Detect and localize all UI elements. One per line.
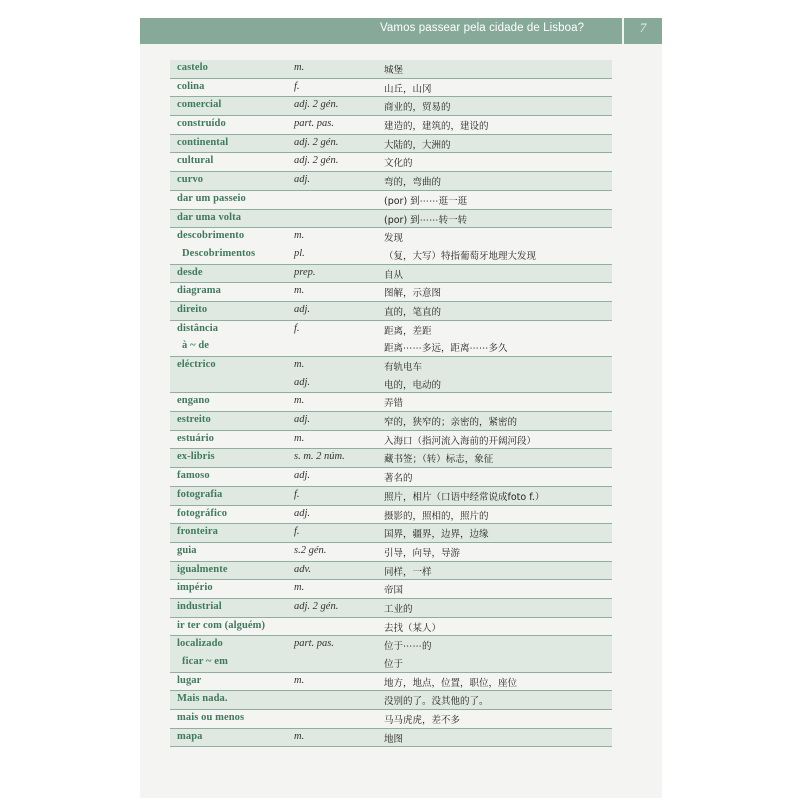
vocab-meaning: 建造的，建筑的，建设的 <box>384 121 489 133</box>
vocab-meaning: 窄的，狭窄的；亲密的，紧密的 <box>384 417 518 429</box>
vocab-word: curvo <box>177 174 204 186</box>
vocab-line <box>170 79 612 97</box>
vocab-line <box>170 60 612 78</box>
grammar-label: m. <box>294 674 305 686</box>
chapter-title: Vamos passear pela cidade de Lisboa? <box>380 22 585 34</box>
vocab-word: colina <box>177 80 205 92</box>
grammar-label: prep. <box>294 266 316 278</box>
vocab-word: dar um passeio <box>177 192 246 204</box>
grammar-label: f. <box>294 322 300 334</box>
grammar-label: f. <box>294 526 300 538</box>
grammar-label: pl. <box>294 247 305 259</box>
grammar-label: m. <box>294 395 305 407</box>
vocab-line <box>170 210 612 228</box>
vocab-meaning: 距离，差距 <box>384 325 432 337</box>
vocab-line <box>170 135 612 153</box>
vocab-line <box>170 673 612 691</box>
vocab-meaning: 直的，笔直的 <box>384 306 442 318</box>
vocab-meaning: 城堡 <box>384 65 404 76</box>
vocab-line <box>170 729 612 747</box>
vocab-row <box>170 618 612 637</box>
grammar-label: s. m. 2 núm. <box>294 451 345 463</box>
vocab-meaning: 著名的 <box>384 473 413 485</box>
vocab-line <box>170 321 612 339</box>
vocab-row <box>170 265 612 284</box>
vocab-word: castelo <box>177 62 209 73</box>
vocab-meaning: 入海口（指河流入海前的开阔河段） <box>384 435 537 447</box>
grammar-label: s.2 gén. <box>294 544 327 556</box>
grammar-label: adj. <box>294 414 311 426</box>
vocab-line <box>170 654 612 672</box>
vocab-line <box>170 618 612 636</box>
vocab-row <box>170 357 612 393</box>
grammar-label: adj. <box>294 470 311 482</box>
vocab-word: estuário <box>177 432 214 444</box>
grammar-label: m. <box>294 582 305 594</box>
vocab-line <box>170 97 612 115</box>
vocab-line <box>170 265 612 283</box>
vocab-word: império <box>177 582 213 594</box>
vocab-line <box>170 283 612 301</box>
vocab-meaning: 距离⋯⋯多远，距离⋯⋯多久 <box>384 343 508 355</box>
vocab-row <box>170 691 612 710</box>
vocab-row <box>170 283 612 302</box>
vocab-row <box>170 673 612 692</box>
vocab-word: guia <box>177 544 197 556</box>
vocab-word: à ~ de <box>182 340 210 352</box>
vocab-meaning: 图解，示意图 <box>384 288 442 300</box>
vocab-row <box>170 543 612 562</box>
vocab-word: comercial <box>177 99 222 111</box>
vocab-word: descobrimento <box>177 230 245 242</box>
vocab-meaning: （复，大写）特指葡萄牙地理大发现 <box>384 250 537 262</box>
grammar-label: adj. 2 gén. <box>294 600 339 612</box>
vocab-row <box>170 524 612 543</box>
vocab-meaning: 弯的，弯曲的 <box>384 177 442 189</box>
vocab-row <box>170 487 612 506</box>
vocab-word: engano <box>177 395 210 407</box>
vocab-meaning: 同样，一样 <box>384 566 432 578</box>
vocab-row <box>170 599 612 618</box>
grammar-label: adv. <box>294 563 312 575</box>
vocab-row <box>170 562 612 581</box>
vocab-word: lugar <box>177 674 202 686</box>
grammar-label: m. <box>294 359 305 370</box>
vocab-row <box>170 636 612 672</box>
vocab-word: fotográfico <box>177 507 228 519</box>
grammar-label: m. <box>294 62 305 73</box>
vocab-word: estreito <box>177 414 211 426</box>
vocab-line <box>170 487 612 505</box>
vocab-word: distância <box>177 322 219 334</box>
vocab-meaning: 帝国 <box>384 585 404 597</box>
vocab-word: ir ter com (alguém) <box>177 619 266 631</box>
vocab-line <box>170 431 612 449</box>
vocab-meaning: 文化的 <box>384 158 413 170</box>
vocab-line <box>170 524 612 542</box>
vocab-meaning: (por) 到⋯⋯逛一逛 <box>384 195 468 207</box>
vocab-meaning: 地方，地点，位置，职位，座位 <box>384 677 518 689</box>
vocab-word: fotografia <box>177 488 223 500</box>
vocab-line <box>170 468 612 486</box>
vocab-line <box>170 246 612 264</box>
vocab-word: continental <box>177 136 229 148</box>
vocab-meaning: 马马虎虎，差不多 <box>384 715 461 727</box>
vocab-row <box>170 60 612 79</box>
vocab-meaning: 照片，相片（口语中经常说成foto f.） <box>384 491 545 503</box>
vocab-row <box>170 449 612 468</box>
vocab-meaning: 摄影的，照相的，照片的 <box>384 510 489 522</box>
vocab-word: mapa <box>177 730 203 742</box>
vocab-meaning: (por) 到⋯⋯转一转 <box>384 214 468 226</box>
grammar-label: m. <box>294 230 305 242</box>
vocab-line <box>170 338 612 356</box>
vocab-word: localizado <box>177 638 223 650</box>
vocab-meaning: 引导，向导，导游 <box>384 547 461 559</box>
vocab-word: famoso <box>177 470 210 482</box>
vocab-word: ex-libris <box>177 451 215 463</box>
vocab-meaning: 工业的 <box>384 603 413 615</box>
grammar-label: adj. 2 gén. <box>294 155 339 167</box>
vocab-meaning: 商业的，贸易的 <box>384 102 451 114</box>
vocab-word: cultural <box>177 155 214 167</box>
grammar-label: f. <box>294 488 300 500</box>
vocab-row <box>170 431 612 450</box>
vocab-row <box>170 580 612 599</box>
vocab-row <box>170 116 612 135</box>
vocab-meaning: 发现 <box>384 233 404 245</box>
vocab-line <box>170 302 612 320</box>
vocab-line <box>170 357 612 375</box>
vocab-line <box>170 580 612 598</box>
vocab-row <box>170 506 612 525</box>
vocab-meaning: 国界，疆界，边界，边缘 <box>384 529 489 541</box>
grammar-label: adj. <box>294 376 311 388</box>
vocab-word: industrial <box>177 600 222 612</box>
vocab-line <box>170 562 612 580</box>
vocab-line <box>170 153 612 171</box>
vocab-row <box>170 97 612 116</box>
vocab-meaning: 山丘，山冈 <box>384 83 432 95</box>
grammar-label: m. <box>294 730 305 742</box>
vocab-line <box>170 710 612 728</box>
grammar-label: adj. <box>294 507 311 519</box>
vocab-meaning: 去找（某人） <box>384 622 442 634</box>
vocab-row <box>170 228 612 264</box>
vocab-word: diagrama <box>177 285 221 297</box>
vocab-line <box>170 449 612 467</box>
vocab-row <box>170 79 612 98</box>
vocab-word: igualmente <box>177 563 228 575</box>
vocab-row <box>170 321 612 357</box>
vocab-meaning: 有轨电车 <box>384 362 423 373</box>
vocab-word: construído <box>177 118 226 130</box>
vocab-meaning: 位于⋯⋯的 <box>384 641 432 653</box>
vocab-meaning: 自从 <box>384 269 404 281</box>
vocab-row <box>170 302 612 321</box>
vocab-word: mais ou menos <box>177 712 245 724</box>
vocab-word: direito <box>177 303 208 315</box>
grammar-label: m. <box>294 285 305 297</box>
grammar-label: m. <box>294 432 305 444</box>
vocab-line <box>170 636 612 654</box>
vocab-meaning: 大陆的，大洲的 <box>384 139 451 151</box>
vocab-line <box>170 543 612 561</box>
vocab-line <box>170 172 612 190</box>
vocab-line <box>170 393 612 411</box>
vocab-meaning: 位于 <box>384 659 404 670</box>
vocab-row <box>170 153 612 172</box>
vocab-row <box>170 135 612 154</box>
vocab-row <box>170 191 612 210</box>
grammar-label: adj. 2 gén. <box>294 99 339 111</box>
vocab-line <box>170 691 612 709</box>
vocab-line <box>170 412 612 430</box>
vocab-meaning: 没别的了。没其他的了。 <box>384 696 489 708</box>
vocab-word: dar uma volta <box>177 211 242 223</box>
vocab-row <box>170 172 612 191</box>
vocab-line <box>170 599 612 617</box>
vocab-word: desde <box>177 266 203 278</box>
grammar-label: adj. 2 gén. <box>294 136 339 148</box>
vocab-meaning: 弄错 <box>384 398 404 410</box>
vocab-line <box>170 116 612 134</box>
vocab-line <box>170 375 612 393</box>
grammar-label: adj. <box>294 303 311 315</box>
grammar-label: adj. <box>294 174 311 186</box>
vocab-row <box>170 468 612 487</box>
vocab-row <box>170 710 612 729</box>
grammar-label: part. pas. <box>294 638 334 650</box>
vocabulary-table <box>170 60 612 747</box>
vocab-line <box>170 506 612 524</box>
vocab-word: eléctrico <box>177 359 216 370</box>
grammar-label: part. pas. <box>294 118 334 130</box>
vocab-word: Descobrimentos <box>182 247 256 259</box>
vocab-line <box>170 228 612 246</box>
vocab-row <box>170 210 612 229</box>
vocab-row <box>170 729 612 748</box>
vocab-word: ficar ~ em <box>182 656 228 667</box>
vocab-meaning: 地图 <box>384 733 404 745</box>
grammar-label: f. <box>294 80 300 92</box>
vocab-word: Mais nada. <box>177 693 228 705</box>
page-number: 7 <box>639 20 647 35</box>
vocab-meaning: 电的，电动的 <box>384 379 442 391</box>
vocab-row <box>170 393 612 412</box>
vocab-word: fronteira <box>177 526 218 538</box>
vocab-row <box>170 412 612 431</box>
vocab-line <box>170 191 612 209</box>
vocab-meaning: 藏书签；（转）标志，象征 <box>384 454 494 466</box>
